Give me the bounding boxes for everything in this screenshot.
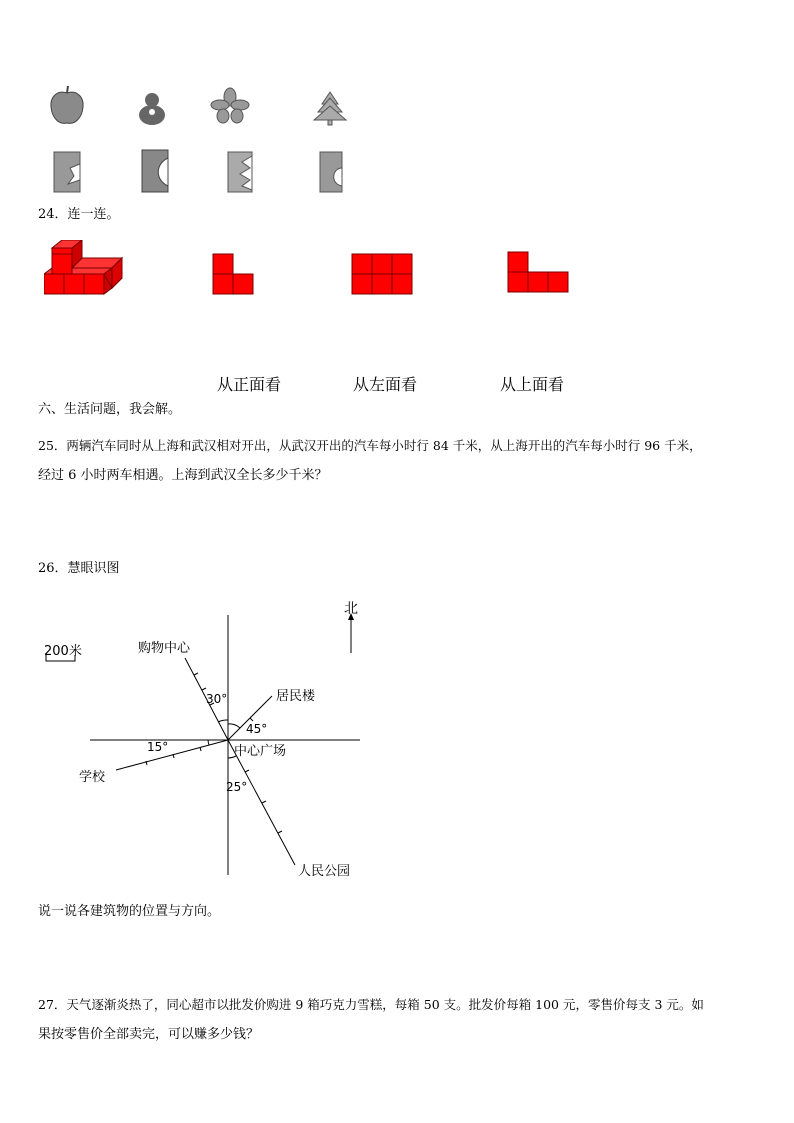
view-label-top: 从上面看 bbox=[500, 375, 565, 394]
park-label: 人民公园 bbox=[298, 864, 351, 879]
cube-stack-figure bbox=[44, 240, 128, 304]
folded-paper-4-icon bbox=[320, 152, 342, 192]
question-25-line1: 25．两辆汽车同时从上海和武汉相对开出，从武汉开出的汽车每小时行 84 千米，从上海开出的汽车每小时行 96 千米， bbox=[38, 438, 702, 453]
direction-map bbox=[40, 595, 380, 885]
gourd-cutout-icon bbox=[139, 93, 165, 125]
paper-cut-figures bbox=[40, 80, 370, 200]
north-label: 北 bbox=[344, 601, 358, 617]
folded-paper-1-icon bbox=[54, 152, 80, 192]
apple-cutout-icon bbox=[51, 86, 83, 123]
folded-paper-3-icon bbox=[228, 152, 252, 192]
view-label-left: 从左面看 bbox=[353, 375, 418, 394]
scale-label: 200米 bbox=[44, 644, 82, 659]
flower-cutout-icon bbox=[211, 88, 249, 123]
question-25-line2: 经过 6 小时两车相遇。上海到武汉全长多少千米？ bbox=[38, 468, 328, 483]
angle-30-label: 30° bbox=[206, 692, 228, 706]
tree-cutout-icon bbox=[314, 92, 346, 125]
angle-25-label: 25° bbox=[226, 780, 248, 794]
angle-15-label: 15° bbox=[147, 740, 169, 754]
question-24-title: 24．连一连。 bbox=[38, 207, 120, 222]
shopping-center-label: 购物中心 bbox=[138, 641, 191, 656]
question-26-prompt: 说一说各建筑物的位置与方向。 bbox=[38, 904, 221, 919]
question-27-line2: 果按零售价全部卖完，可以赚多少钱？ bbox=[38, 1027, 260, 1042]
school-label: 学校 bbox=[79, 770, 106, 785]
angle-45-label: 45° bbox=[246, 722, 268, 736]
question-27-line1: 27．天气逐渐炎热了，同心超市以批发价购进 9 箱巧克力雪糕，每箱 50 支。批发价每箱 100 元，零售价每支 3 元。如 bbox=[38, 997, 704, 1012]
view-shape-2 bbox=[351, 253, 413, 295]
residential-label: 居民楼 bbox=[276, 689, 316, 704]
view-shape-3 bbox=[507, 251, 569, 293]
view-label-front: 从正面看 bbox=[217, 375, 282, 394]
view-shape-1 bbox=[212, 253, 256, 295]
section-6-title: 六、生活问题，我会解。 bbox=[38, 402, 182, 417]
center-plaza-label: 中心广场 bbox=[234, 744, 287, 759]
question-26-title: 26．慧眼识图 bbox=[38, 561, 120, 576]
folded-paper-2-icon bbox=[142, 150, 168, 192]
